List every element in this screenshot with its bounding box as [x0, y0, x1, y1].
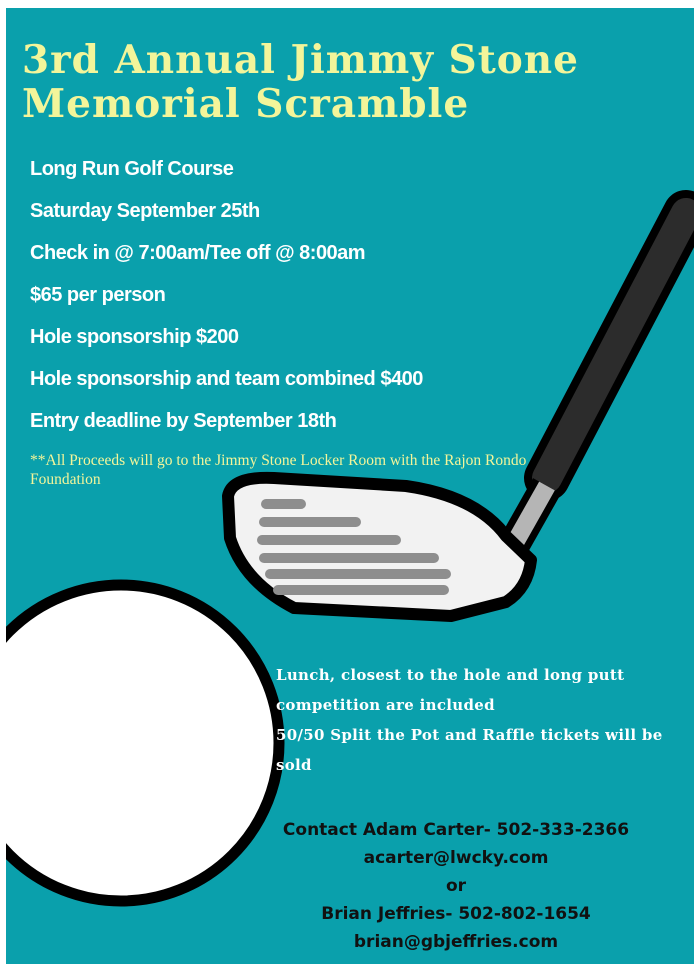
golf-club-icon: [228, 213, 686, 616]
title-line-1: 3rd Annual Jimmy Stone: [22, 37, 579, 83]
info-line-2: competition are included: [276, 696, 495, 714]
detail-combined-sponsorship: Hole sponsorship and team combined $400: [30, 368, 423, 390]
contact-adam: Contact Adam Carter- 502-333-2366: [282, 820, 630, 840]
event-flyer: [6, 8, 694, 964]
detail-price: $65 per person: [30, 284, 166, 306]
contact-or: or: [445, 876, 467, 896]
detail-hole-sponsorship: Hole sponsorship $200: [30, 326, 239, 348]
contact-brian-email: brian@gbjeffries.com: [353, 932, 559, 952]
detail-deadline: Entry deadline by September 18th: [30, 410, 337, 432]
info-line-1: Lunch, closest to the hole and long putt: [276, 666, 625, 684]
info-line-3: 50/50 Split the Pot and Raffle tickets will be: [276, 726, 663, 744]
contact-adam-email: acarter@lwcky.com: [363, 848, 549, 868]
contact-brian: Brian Jeffries- 502-802-1654: [321, 904, 591, 924]
info-line-4: sold: [276, 756, 312, 774]
proceeds-note: **All Proceeds will go to the Jimmy Stone Locker Room with the Rajon Rondo Foundation: [30, 452, 527, 488]
golf-ball-icon: [6, 585, 279, 901]
title-line-2: Memorial Scramble: [22, 81, 470, 127]
detail-course: Long Run Golf Course: [30, 158, 234, 180]
detail-date: Saturday September 25th: [30, 200, 260, 222]
detail-times: Check in @ 7:00am/Tee off @ 8:00am: [30, 242, 366, 264]
event-inclusions: [276, 660, 694, 780]
contact-block: [246, 816, 666, 956]
